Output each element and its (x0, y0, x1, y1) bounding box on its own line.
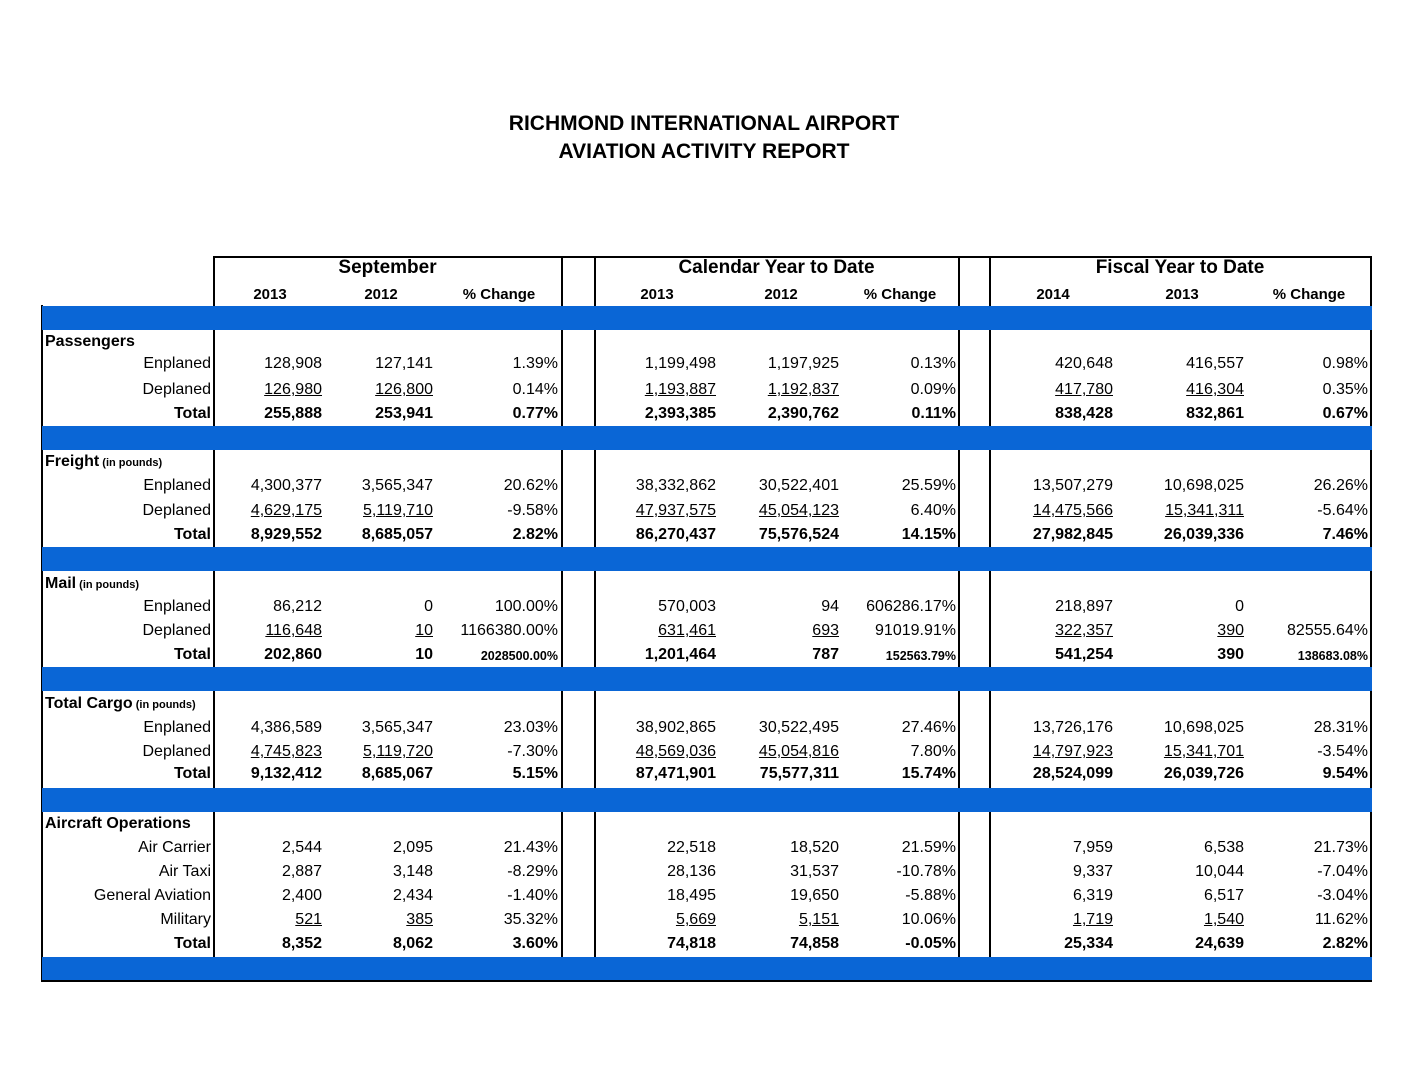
data-cell: 8,929,552 (250, 526, 322, 543)
data-cell: 2,544 (281, 839, 322, 856)
data-cell: 8,062 (392, 935, 433, 952)
data-cell: 21.59% (901, 839, 956, 856)
data-cell: 86,212 (273, 598, 322, 615)
data-cell: 5,119,710 (363, 502, 433, 519)
data-cell: 6,319 (1072, 887, 1113, 904)
data-cell: 13,507,279 (1032, 477, 1113, 494)
data-cell: 87,471,901 (635, 765, 716, 782)
section-name: Passengers (45, 333, 135, 350)
data-cell: 91019.91% (875, 622, 956, 639)
data-cell: 21.43% (503, 839, 558, 856)
data-cell: 1,192,837 (767, 381, 839, 398)
data-cell: 38,332,862 (635, 477, 716, 494)
data-cell: 2028500.00% (480, 649, 558, 663)
group-title-1: Calendar Year to Date (678, 257, 875, 278)
data-cell: 14,797,923 (1032, 743, 1113, 760)
row-label: Enplaned (143, 355, 211, 372)
data-cell: 30,522,401 (758, 477, 839, 494)
data-cell: 3.60% (512, 935, 558, 952)
data-cell: 2,393,385 (644, 405, 716, 422)
data-cell: 1166380.00% (460, 622, 558, 639)
data-cell: 1,193,887 (644, 381, 716, 398)
data-cell: 10,698,025 (1163, 477, 1244, 494)
data-cell: 322,357 (1055, 622, 1113, 639)
data-cell: 838,428 (1055, 405, 1113, 422)
data-cell: 6,517 (1203, 887, 1244, 904)
separator-bar (42, 426, 1372, 450)
data-cell: 25,334 (1064, 935, 1113, 952)
data-cell: 75,577,311 (759, 765, 839, 782)
data-cell: -9.58% (507, 502, 558, 519)
row-label: Deplaned (142, 622, 211, 639)
row-label: Enplaned (143, 477, 211, 494)
section-name: Total Cargo (45, 695, 133, 712)
data-cell: 116,648 (265, 622, 322, 639)
data-cell: 0.35% (1322, 381, 1368, 398)
report-subtitle: AVIATION ACTIVITY REPORT (558, 140, 850, 163)
data-cell: 0.09% (910, 381, 956, 398)
data-cell: 2,400 (281, 887, 322, 904)
data-cell: 9.54% (1322, 765, 1368, 782)
data-cell: 35.32% (503, 911, 558, 928)
data-cell: 0.14% (512, 381, 558, 398)
section-title (45, 815, 191, 833)
data-cell: 15.74% (901, 765, 956, 782)
data-cell: 10,698,025 (1163, 719, 1244, 736)
data-cell: 24,639 (1195, 935, 1244, 952)
outer-left-line (41, 305, 43, 981)
row-label: Military (160, 911, 211, 928)
data-cell: 6,538 (1203, 839, 1244, 856)
data-cell: -1.40% (507, 887, 558, 904)
data-cell: 21.73% (1313, 839, 1368, 856)
row-label: Deplaned (142, 743, 211, 760)
year-header: 2012 (364, 286, 398, 303)
bottom-line (41, 980, 1372, 982)
data-cell: 47,937,575 (635, 502, 716, 519)
data-cell: 4,745,823 (250, 743, 322, 760)
data-cell: -7.30% (507, 743, 558, 760)
data-cell: -7.04% (1317, 863, 1368, 880)
data-cell: 1,719 (1072, 911, 1113, 928)
data-cell: 253,941 (375, 405, 433, 422)
report-title: RICHMOND INTERNATIONAL AIRPORT (508, 112, 900, 135)
data-cell: 832,861 (1186, 405, 1244, 422)
data-cell: 385 (406, 911, 433, 928)
data-cell: 23.03% (503, 719, 558, 736)
data-cell: 15,341,311 (1165, 502, 1244, 519)
data-cell: 100.00% (494, 598, 558, 615)
row-label: Deplaned (142, 381, 211, 398)
data-cell: 1,197,925 (767, 355, 839, 372)
column-divider (958, 256, 960, 981)
data-cell: 255,888 (264, 405, 322, 422)
data-cell: 1,199,498 (644, 355, 716, 372)
row-label: Total (173, 646, 211, 663)
year-header: 2013 (253, 286, 287, 303)
data-cell: 5.15% (512, 765, 558, 782)
row-label: Deplaned (142, 502, 211, 519)
data-cell: -0.05% (905, 935, 956, 952)
data-cell: 7.80% (910, 743, 956, 760)
data-cell: 390 (1217, 622, 1244, 639)
data-cell: 521 (295, 911, 322, 928)
year-header: 2013 (640, 286, 674, 303)
outer-right-line (1370, 256, 1372, 981)
data-cell: 9,132,412 (250, 765, 322, 782)
data-cell: 26,039,726 (1163, 765, 1244, 782)
separator-bar (42, 788, 1372, 812)
row-label: Enplaned (143, 598, 211, 615)
data-cell: 541,254 (1055, 646, 1113, 663)
data-cell: 10 (415, 622, 433, 639)
section-name: Mail (45, 575, 77, 592)
data-cell: 86,270,437 (635, 526, 716, 543)
data-cell: 82555.64% (1287, 622, 1368, 639)
data-cell: 0 (1235, 598, 1244, 615)
year-header: % Change (462, 286, 536, 303)
section-note: (in pounds) (99, 457, 163, 469)
data-cell: 6.40% (910, 502, 956, 519)
data-cell: 0.67% (1322, 405, 1368, 422)
row-label: Total (173, 526, 211, 543)
section-title (45, 695, 196, 713)
data-cell: 0.98% (1322, 355, 1368, 372)
separator-bar (42, 547, 1372, 571)
section-note: (in pounds) (132, 699, 196, 711)
data-cell: 8,685,057 (361, 526, 433, 543)
data-cell: 28,524,099 (1032, 765, 1113, 782)
data-cell: 138683.08% (1297, 649, 1368, 663)
data-cell: 4,386,589 (250, 719, 322, 736)
data-cell: -5.88% (905, 887, 956, 904)
data-cell: 218,897 (1055, 598, 1113, 615)
data-cell: 31,537 (790, 863, 839, 880)
data-cell: 27,982,845 (1032, 526, 1113, 543)
data-cell: 631,461 (658, 622, 716, 639)
data-cell: 27.46% (901, 719, 956, 736)
data-cell: 420,648 (1055, 355, 1113, 372)
data-cell: 202,860 (264, 646, 322, 663)
data-cell: 0.13% (910, 355, 956, 372)
data-cell: 14,475,566 (1032, 502, 1113, 519)
data-cell: 18,495 (667, 887, 716, 904)
data-cell: 2.82% (1322, 935, 1368, 952)
data-cell: 390 (1217, 646, 1244, 663)
data-cell: 74,818 (667, 935, 716, 952)
group-title-2: Fiscal Year to Date (1095, 257, 1265, 278)
data-cell: 2,390,762 (767, 405, 839, 422)
data-cell: -3.04% (1317, 887, 1368, 904)
data-cell: 26,039,336 (1163, 526, 1244, 543)
data-cell: -5.64% (1317, 502, 1368, 519)
data-cell: -8.29% (507, 863, 558, 880)
section-title (45, 333, 135, 351)
data-cell: 3,148 (392, 863, 433, 880)
data-cell: 693 (812, 622, 839, 639)
data-cell: 28,136 (667, 863, 716, 880)
row-label: General Aviation (93, 887, 211, 904)
column-divider (561, 256, 563, 981)
data-cell: 570,003 (658, 598, 716, 615)
data-cell: 20.62% (503, 477, 558, 494)
data-cell: 10 (415, 646, 433, 663)
data-cell: 0.11% (911, 405, 956, 422)
data-cell: 7,959 (1072, 839, 1113, 856)
data-cell: -10.78% (896, 863, 956, 880)
data-cell: 126,980 (264, 381, 322, 398)
data-cell: 7.46% (1322, 526, 1368, 543)
section-title (45, 575, 139, 593)
year-header: % Change (863, 286, 937, 303)
year-header: 2013 (1165, 286, 1199, 303)
section-note: (in pounds) (76, 579, 140, 591)
row-label: Total (173, 405, 211, 422)
data-cell: 3,565,347 (361, 719, 433, 736)
data-cell: 19,650 (790, 887, 839, 904)
data-cell: 787 (812, 646, 839, 663)
row-label: Air Taxi (158, 863, 211, 880)
row-label: Total (173, 765, 211, 782)
data-cell: -3.54% (1317, 743, 1368, 760)
data-cell: 2.82% (512, 526, 558, 543)
data-cell: 45,054,816 (758, 743, 839, 760)
column-divider (594, 256, 596, 981)
separator-bar (42, 306, 1372, 330)
data-cell: 28.31% (1313, 719, 1368, 736)
data-cell: 10.06% (901, 911, 956, 928)
column-divider (213, 256, 215, 981)
data-cell: 416,557 (1186, 355, 1244, 372)
year-header: 2012 (764, 286, 798, 303)
data-cell: 152563.79% (885, 649, 956, 663)
data-cell: 94 (821, 598, 839, 615)
data-cell: 1,540 (1203, 911, 1244, 928)
data-cell: 2,434 (392, 887, 433, 904)
data-cell: 127,141 (375, 355, 433, 372)
data-cell: 1,201,464 (644, 646, 716, 663)
data-cell: 0.77% (512, 405, 558, 422)
data-cell: 30,522,495 (758, 719, 839, 736)
data-cell: 417,780 (1055, 381, 1113, 398)
section-name: Aircraft Operations (45, 815, 191, 832)
section-name: Freight (45, 453, 100, 470)
data-cell: 45,054,123 (758, 502, 839, 519)
data-cell: 22,518 (667, 839, 716, 856)
data-cell: 5,151 (798, 911, 839, 928)
year-header: 2014 (1036, 286, 1070, 303)
data-cell: 8,352 (281, 935, 322, 952)
data-cell: 9,337 (1072, 863, 1113, 880)
data-cell: 0 (424, 598, 433, 615)
data-cell: 38,902,865 (635, 719, 716, 736)
data-cell: 128,908 (264, 355, 322, 372)
report-header (0, 110, 1408, 166)
data-cell: 5,119,720 (363, 743, 433, 760)
row-label: Enplaned (143, 719, 211, 736)
data-cell: 3,565,347 (361, 477, 433, 494)
column-divider (989, 256, 991, 981)
data-cell: 4,300,377 (250, 477, 322, 494)
data-cell: 75,576,524 (758, 526, 839, 543)
group-title-0: September (338, 257, 437, 278)
data-cell: 2,887 (281, 863, 322, 880)
year-header: % Change (1272, 286, 1346, 303)
data-cell: 1.39% (512, 355, 558, 372)
data-cell: 606286.17% (866, 598, 956, 615)
data-cell: 14.15% (901, 526, 956, 543)
data-cell: 74,858 (790, 935, 839, 952)
separator-bar (42, 957, 1372, 981)
data-cell: 8,685,067 (361, 765, 433, 782)
section-title (45, 453, 162, 471)
data-cell: 13,726,176 (1032, 719, 1113, 736)
data-cell: 2,095 (392, 839, 433, 856)
data-cell: 416,304 (1186, 381, 1244, 398)
data-cell: 5,669 (675, 911, 716, 928)
data-cell: 25.59% (901, 477, 956, 494)
data-cell: 11.62% (1314, 911, 1368, 928)
data-cell: 26.26% (1313, 477, 1368, 494)
row-label: Total (173, 935, 211, 952)
data-cell: 48,569,036 (635, 743, 716, 760)
data-cell: 126,800 (375, 381, 433, 398)
data-cell: 15,341,701 (1163, 743, 1244, 760)
row-label: Air Carrier (138, 839, 211, 856)
data-cell: 10,044 (1195, 863, 1244, 880)
data-cell: 18,520 (790, 839, 839, 856)
separator-bar (42, 667, 1372, 691)
data-cell: 4,629,175 (250, 502, 322, 519)
